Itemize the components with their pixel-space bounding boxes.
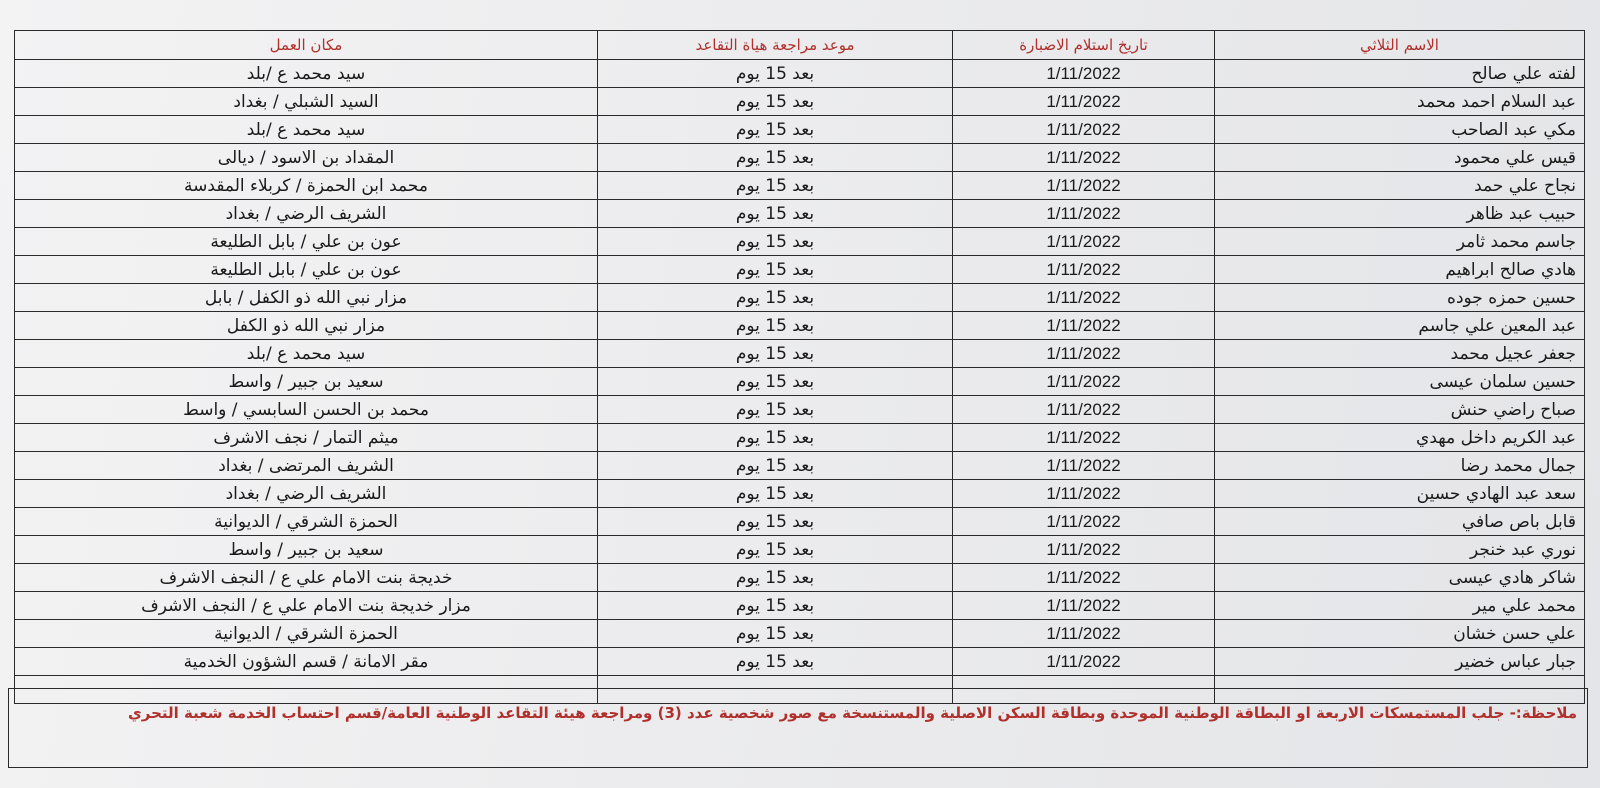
cell-name: حسين حمزه جوده <box>1215 284 1585 312</box>
cell-name: عبد الكريم داخل مهدي <box>1215 424 1585 452</box>
table-row <box>15 648 1585 676</box>
table-row <box>15 564 1585 592</box>
cell-name: عبد المعين علي جاسم <box>1215 312 1585 340</box>
cell-date: 1/11/2022 <box>953 144 1215 172</box>
cell-workplace: محمد ابن الحمزة / كربلاء المقدسة <box>15 172 598 200</box>
cell-date: 1/11/2022 <box>953 116 1215 144</box>
cell-date: 1/11/2022 <box>953 88 1215 116</box>
cell-appointment: بعد 15 يوم <box>598 648 953 676</box>
cell-appointment: بعد 15 يوم <box>598 60 953 88</box>
table-row <box>15 340 1585 368</box>
cell-name: مكي عبد الصاحب <box>1215 116 1585 144</box>
cell-appointment: بعد 15 يوم <box>598 172 953 200</box>
cell-name: محمد علي مير <box>1215 592 1585 620</box>
table-row <box>15 172 1585 200</box>
cell-name: علي حسن خشان <box>1215 620 1585 648</box>
table-row <box>15 368 1585 396</box>
cell-workplace: مزار نبي الله ذو الكفل / بابل <box>15 284 598 312</box>
cell-name: جمال محمد رضا <box>1215 452 1585 480</box>
table-row <box>15 116 1585 144</box>
table-row <box>15 144 1585 172</box>
cell-workplace: سيد محمد ع /بلد <box>15 116 598 144</box>
cell-appointment: بعد 15 يوم <box>598 592 953 620</box>
table-row <box>15 592 1585 620</box>
cell-name: صباح راضي حنش <box>1215 396 1585 424</box>
table-row <box>15 256 1585 284</box>
cell-workplace: عون بن علي / بابل الطليعة <box>15 228 598 256</box>
cell-appointment: بعد 15 يوم <box>598 228 953 256</box>
cell-appointment: بعد 15 يوم <box>598 508 953 536</box>
cell-appointment: بعد 15 يوم <box>598 312 953 340</box>
cell-workplace: الشريف الرضي / بغداد <box>15 200 598 228</box>
cell-date: 1/11/2022 <box>953 424 1215 452</box>
table-row <box>15 536 1585 564</box>
cell-date: 1/11/2022 <box>953 564 1215 592</box>
cell-date: 1/11/2022 <box>953 284 1215 312</box>
cell-date: 1/11/2022 <box>953 620 1215 648</box>
cell-workplace: الشريف المرتضى / بغداد <box>15 452 598 480</box>
cell-workplace: سيد محمد ع /بلد <box>15 60 598 88</box>
cell-name: حسين سلمان عيسى <box>1215 368 1585 396</box>
cell-name: عبد السلام احمد محمد <box>1215 88 1585 116</box>
cell-appointment: بعد 15 يوم <box>598 88 953 116</box>
cell-name: شاكر هادي عيسى <box>1215 564 1585 592</box>
cell-name: هادي صالح ابراهيم <box>1215 256 1585 284</box>
cell-date: 1/11/2022 <box>953 312 1215 340</box>
cell-appointment: بعد 15 يوم <box>598 620 953 648</box>
cell-date: 1/11/2022 <box>953 592 1215 620</box>
table-row <box>15 424 1585 452</box>
table-body <box>15 60 1585 704</box>
cell-date: 1/11/2022 <box>953 200 1215 228</box>
cell-workplace: المقداد بن الاسود / ديالى <box>15 144 598 172</box>
cell-date: 1/11/2022 <box>953 368 1215 396</box>
cell-date: 1/11/2022 <box>953 648 1215 676</box>
cell-workplace: سعيد بن جبير / واسط <box>15 368 598 396</box>
cell-workplace: مزار خديجة بنت الامام علي ع / النجف الاشرف <box>15 592 598 620</box>
cell-date: 1/11/2022 <box>953 340 1215 368</box>
retirement-roster-table <box>14 30 1585 704</box>
cell-name: نجاح علي حمد <box>1215 172 1585 200</box>
table-row <box>15 60 1585 88</box>
table-row <box>15 452 1585 480</box>
cell-workplace: ميثم التمار / نجف الاشرف <box>15 424 598 452</box>
cell-appointment: بعد 15 يوم <box>598 284 953 312</box>
cell-appointment: بعد 15 يوم <box>598 480 953 508</box>
cell-name: قابل باص صافي <box>1215 508 1585 536</box>
cell-name: حبيب عبد ظاهر <box>1215 200 1585 228</box>
cell-date: 1/11/2022 <box>953 396 1215 424</box>
cell-appointment: بعد 15 يوم <box>598 368 953 396</box>
table-row <box>15 88 1585 116</box>
cell-name: لفته علي صالح <box>1215 60 1585 88</box>
table-row <box>15 312 1585 340</box>
table-row <box>15 396 1585 424</box>
header-workplace: مكان العمل <box>15 31 598 60</box>
cell-appointment: بعد 15 يوم <box>598 564 953 592</box>
cell-workplace: عون بن علي / بابل الطليعة <box>15 256 598 284</box>
header-date: تاريخ استلام الاضبارة <box>953 31 1215 60</box>
cell-date: 1/11/2022 <box>953 536 1215 564</box>
cell-appointment: بعد 15 يوم <box>598 116 953 144</box>
cell-workplace: مقر الامانة / قسم الشؤون الخدمية <box>15 648 598 676</box>
cell-workplace: سعيد بن جبير / واسط <box>15 536 598 564</box>
note-text: ملاحظة:- جلب المستمسكات الاربعة او البطاقة الوطنية الموحدة وبطاقة السكن الاصلية والمستنسخة مع صور شخصية عدد (3) ومراجعة هيئة التقاعد الوطنية العامة/قسم احتساب الخدمة شعبة التحري <box>128 704 1577 722</box>
cell-date: 1/11/2022 <box>953 480 1215 508</box>
cell-appointment: بعد 15 يوم <box>598 452 953 480</box>
cell-name: قيس علي محمود <box>1215 144 1585 172</box>
table-row <box>15 284 1585 312</box>
cell-appointment: بعد 15 يوم <box>598 396 953 424</box>
cell-workplace: السيد الشبلي / بغداد <box>15 88 598 116</box>
cell-workplace: الشريف الرضي / بغداد <box>15 480 598 508</box>
cell-appointment: بعد 15 يوم <box>598 256 953 284</box>
cell-date: 1/11/2022 <box>953 60 1215 88</box>
cell-date: 1/11/2022 <box>953 256 1215 284</box>
cell-name: جعفر عجيل محمد <box>1215 340 1585 368</box>
cell-date: 1/11/2022 <box>953 228 1215 256</box>
cell-appointment: بعد 15 يوم <box>598 424 953 452</box>
note-box <box>8 688 1588 768</box>
cell-name: سعد عبد الهادي حسين <box>1215 480 1585 508</box>
cell-appointment: بعد 15 يوم <box>598 144 953 172</box>
cell-name: جبار عباس خضير <box>1215 648 1585 676</box>
header-name: الاسم الثلاثي <box>1215 31 1585 60</box>
cell-date: 1/11/2022 <box>953 452 1215 480</box>
table-row <box>15 620 1585 648</box>
cell-date: 1/11/2022 <box>953 508 1215 536</box>
cell-appointment: بعد 15 يوم <box>598 340 953 368</box>
cell-name: جاسم محمد ثامر <box>1215 228 1585 256</box>
cell-workplace: الحمزة الشرقي / الديوانية <box>15 620 598 648</box>
cell-appointment: بعد 15 يوم <box>598 200 953 228</box>
cell-workplace: سيد محمد ع /بلد <box>15 340 598 368</box>
cell-workplace: مزار نبي الله ذو الكفل <box>15 312 598 340</box>
header-appointment: موعد مراجعة هياة التقاعد <box>598 31 953 60</box>
cell-name: نوري عبد خنجر <box>1215 536 1585 564</box>
table-header-row <box>15 31 1585 60</box>
table-row <box>15 200 1585 228</box>
table-row <box>15 508 1585 536</box>
table-row <box>15 480 1585 508</box>
cell-workplace: الحمزة الشرقي / الديوانية <box>15 508 598 536</box>
cell-date: 1/11/2022 <box>953 172 1215 200</box>
cell-appointment: بعد 15 يوم <box>598 536 953 564</box>
cell-workplace: خديجة بنت الامام علي ع / النجف الاشرف <box>15 564 598 592</box>
table-row <box>15 228 1585 256</box>
cell-workplace: محمد بن الحسن السابسي / واسط <box>15 396 598 424</box>
